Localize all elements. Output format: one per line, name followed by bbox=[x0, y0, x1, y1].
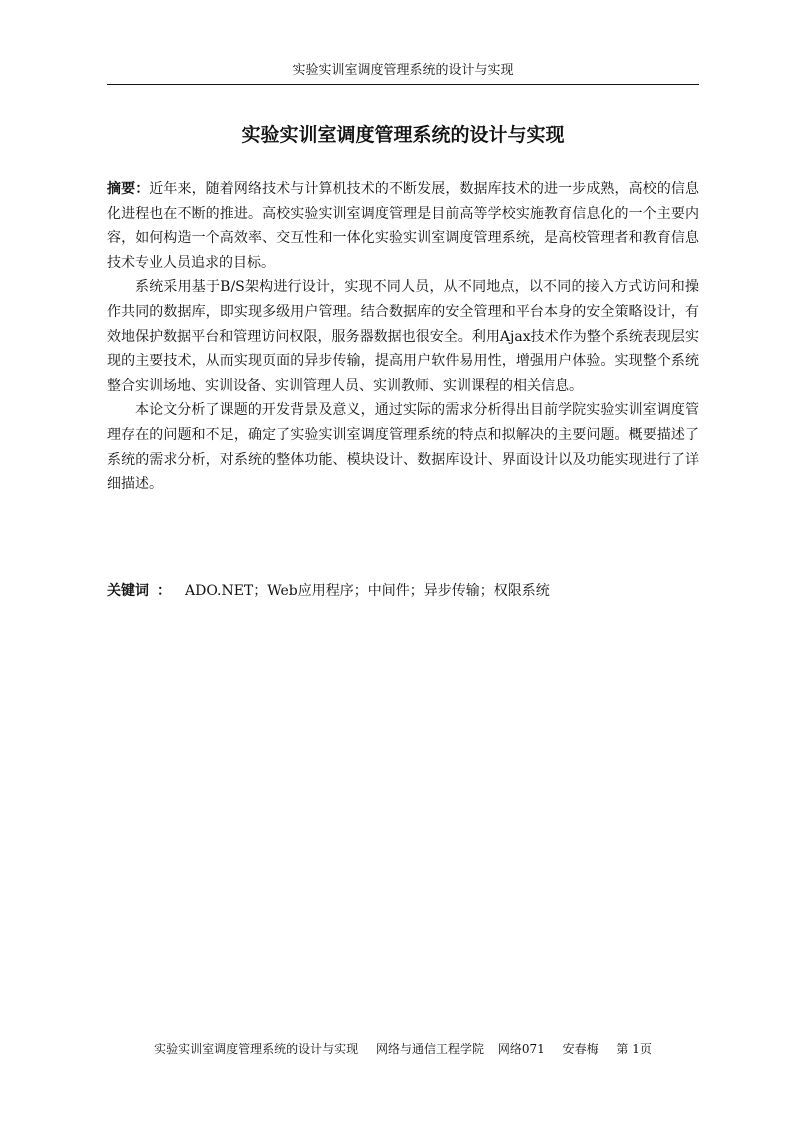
keywords-colon: ： bbox=[157, 583, 171, 599]
footer-author: 安春梅 bbox=[562, 1042, 599, 1056]
abstract-label: 摘要： bbox=[107, 181, 150, 197]
abstract-paragraph-1 bbox=[107, 177, 699, 275]
keywords-label: 关键词 bbox=[107, 583, 149, 599]
footer-college: 网络与通信工程学院 bbox=[375, 1042, 484, 1056]
abstract-section bbox=[107, 177, 699, 497]
page-footer bbox=[107, 1041, 699, 1057]
keywords-text: ADO.NET；Web应用程序；中间件；异步传输；权限系统 bbox=[185, 583, 550, 599]
running-header: 实验实训室调度管理系统的设计与实现 bbox=[292, 63, 514, 78]
abstract-paragraph-3: 本论文分析了课题的开发背景及意义，通过实际的需求分析得出目前学院实验实训室调度管理存在的问题和不足，确定了实验实训室调度管理系统的特点和拟解决的主要问题。概要描述了系统的需求分析，对系统的整体功能、模块设计、数据库设计、界面设计以及功能实现进行了详细描述。 bbox=[107, 402, 699, 493]
footer-title: 实验实训室调度管理系统的设计与实现 bbox=[154, 1042, 359, 1056]
footer-class: 网络071 bbox=[497, 1042, 545, 1056]
keywords-line bbox=[107, 579, 699, 603]
abstract-paragraph-2: 系统采用基于B/S架构进行设计，实现不同人员，从不同地点，以不同的接入方式访问和操作共同的数据库，即实现多级用户管理。结合数据库的安全管理和平台本身的安全策略设计，有效地保护数据平台和管理访问权限，服务器数据也很安全。利用Ajax技术作为整个系统表现层实现的主要技术，从而实现页面的异步传输，提高用户软件易用性，增强用户体验。实现整个系统整合实训场地、实训设备、实训管理人员、实训教师、实训课程的相关信息。 bbox=[107, 279, 699, 394]
abstract-text-1: 近年来，随着网络技术与计算机技术的不断发展，数据库技术的进一步成熟，高校的信息化进程也在不断的推进。高校实验实训室调度管理是目前高等学校实施教育信息化的一个主要内容，如何构造一个高效率、交互性和一体化实验实训室调度管理系统，是高校管理者和教育信息技术专业人员追求的目标。 bbox=[107, 181, 700, 271]
header-rule bbox=[107, 84, 699, 85]
footer-page-number: 第 1页 bbox=[616, 1042, 652, 1056]
document-title: 实验实训室调度管理系统的设计与实现 bbox=[241, 124, 565, 146]
